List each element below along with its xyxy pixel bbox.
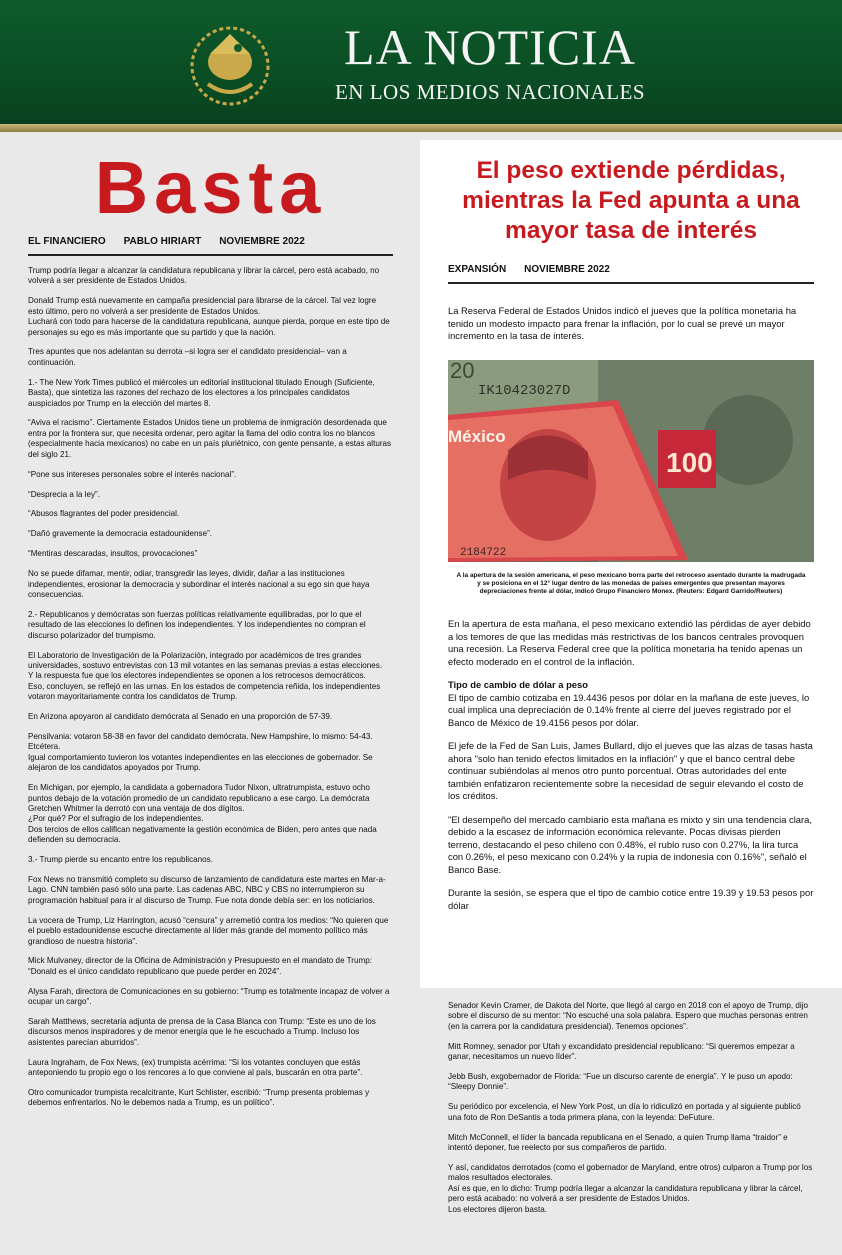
note-serial-bottom: 2184722 [460, 546, 507, 559]
right-paragraph-with-subhead [448, 679, 814, 729]
masthead [0, 0, 842, 132]
left-paragraph: Tres apuntes que nos adelantan su derrota –si logra ser el candidato presidencial– van a continuación. [28, 347, 347, 367]
right-paragraph: El jefe de la Fed de San Luis, James Bullard, dijo el jueves que las alzas de tasas hasta ahora "solo han tenido efectos limitados en la inflación" y que el banco central debe continuar subiéndolas al menos otro punto porcentual. Otras autoridades del ente también enfatizaron recientemente sobre la necesidad de seguir elevando el costo de los créditos. [448, 740, 813, 802]
left-article-continuation [448, 1001, 814, 1225]
right-headline: El peso extiende pérdidas, mientras la Fed apunta a una mayor tasa de interés [462, 157, 800, 244]
left-paragraph: Sarah Matthews, secretaria adjunta de prensa de la Casa Blanca con Trump: “Este es uno de los discursos menos inspiradores y de menor energía que le he escuchado a Trump. Incluso los asistentes parecían aburridos”. [28, 1017, 376, 1047]
banknote-illustration [448, 360, 814, 562]
right-lead: La Reserva Federal de Estados Unidos indicó el jueves que la política monetaria ha tenido un modesto impacto para frenar la inflación, por lo cual se prevé un mayor incremento en la tasa de interés. [448, 305, 797, 341]
left-paragraph: Trump podría llegar a alcanzar la candidatura republicana y librar la cárcel, pero está acabado, no volverá a ser presidente de Estados Unidos. [28, 266, 380, 286]
left-body [28, 266, 393, 1109]
right-paragraph: "El desempeño del mercado cambiario esta mañana es mixto y sin una tendencia clara, debido a la escasez de información económica relevante. Pocas divisas pierden terreno, destacando el peso chileno con 0.48%, el rublo ruso con 0.27%, la lira turca con 0.26%, el peso mexicano con 0.24% y la rupia de indonesia con 0.16%", señaló el Banco Base. [448, 813, 812, 875]
back-note-denomination: 20 [450, 359, 475, 383]
masthead-title: LA NOTICIA [344, 19, 636, 75]
note-serial: IK10423027D [478, 382, 571, 399]
left-paragraph: Fox News no transmitió completo su discurso de lanzamiento de candidatura este martes en Mar-a-Lago. CNN también pasó sólo una parte. Las cadenas ABC, NBC y CBS no interrumpieron su programación habitual para ir al discurso de Trump. Fue nota donde debía ser: en los noticiarios. [28, 874, 386, 905]
left-paragraph: “Desprecia a la ley”. [28, 489, 100, 499]
right-body [448, 618, 814, 912]
note-denomination: 100 [666, 446, 713, 478]
continuation-paragraph: Jebb Bush, exgobernador de Florida: “Fue un discurso carente de energía”. Y le puso un apodo: “Sleepy Donnie”. [448, 1072, 793, 1092]
left-source: EL FINANCIERO [28, 236, 106, 247]
left-author: PABLO HIRIART [123, 236, 202, 247]
left-byline [28, 236, 393, 247]
left-paragraph: Otro comunicador trumpista recalcitrante, Kurt Schlister, escribió: “Trump presenta problemas y debemos enfrentarlos. No le debemos nada a Trump, es un político”. [28, 1088, 370, 1108]
continuation-paragraph: Su periódico por excelencia, el New York Post, un día lo ridiculizó en portada y al siguiente publicó una foto de Ron DeSantis a toda primera plana, con la leyenda: DeFuture. [448, 1102, 801, 1122]
right-article [448, 156, 814, 923]
left-paragraph: “Dañó gravemente la democracia estadounidense”. [28, 529, 213, 539]
left-paragraph: 3.- Trump pierde su encanto entre los republicanos. [28, 855, 213, 865]
left-headline: Basta [94, 146, 327, 229]
continuation-paragraph: Y así, candidatos derrotados (como el gobernador de Maryland, entre otros) culparon a Trump por los malos resultados electorales. Así es que, en lo dicho: Trump podría llegar a alcanzar la candidatura republicana y librar la cárcel, pero está acabado: no volverá a ser presidente de Estados Unidos. Los electores dijeron basta. [448, 1162, 813, 1214]
right-paragraph: Durante la sesión, se espera que el tipo de cambio cotice entre 19.39 y 19.53 pesos por dólar [448, 887, 814, 911]
left-paragraph: No se puede difamar, mentir, odiar, transgredir las leyes, dividir, dañar a las instituciones independientes, erosionar la democracia y subordinar el interés nacional a su ego sin que haya consecuencias. [28, 569, 370, 599]
right-paragraph: En la apertura de esta mañana, el peso mexicano extendió las pérdidas de ayer debido a los temores de que las medidas más restrictivas de los bancos centrales provoquen una recesión. La Reserva Federal cree que la política monetaria ha tenido apenas un efecto moderado en el control de la inflación. [448, 618, 811, 667]
exchange-rate-subhead: Tipo de cambio de dólar a peso [448, 679, 588, 691]
continuation-paragraph: Senador Kevin Cramer, de Dakota del Norte, que llegó al cargo en 2018 con el apoyo de Trump, dijo sobre el discurso de su mentor: “No escuché una sola palabra. Espero que muchas personas entren (en la carrera por la candidatura presidencial). Tenemos opciones”. [448, 1001, 808, 1031]
left-paragraph: Mick Mulvaney, director de la Oficina de Administración y Presupuesto en el mandato de Trump: “Donald es el único candidato republicano que puede perder en 2024”. [28, 956, 372, 976]
right-byline [448, 264, 814, 275]
left-paragraph: Donald Trump está nuevamente en campaña presidencial para librarse de la cárcel. Tal vez logre esto último, pero no volverá a ser presidente de Estados Unidos. Luchará con todo para hacerse de la candidatura republicana, aunque pierda, porque en este tipo de personajes su ego es más importante que su partido y que la nación. [28, 296, 390, 337]
left-divider [28, 254, 393, 256]
masthead-gold-rule [0, 124, 842, 132]
peso-banknote-photo [448, 360, 814, 562]
right-source: EXPANSIÓN [448, 264, 507, 275]
continuation-paragraph: Mitch McConnell, el líder la bancada republicana en el Senado, a quien Trump llama “traidor” e intentó deponer, fue reelecto por sus compañeros de partido. [448, 1132, 788, 1153]
right-date: NOVIEMBRE 2022 [524, 264, 610, 275]
masthead-subtitle: EN LOS MEDIOS NACIONALES [334, 80, 646, 104]
continuation-paragraph: Mitt Romney, senador por Utah y excandidato presidencial republicano: “Si queremos empezar a ganar, necesitamos un nuevo líder”. [448, 1041, 795, 1062]
left-paragraph: En Michigan, por ejemplo, la candidata a gobernadora Tudor Nixon, ultratrumpista, estuvo ocho puntos debajo de la votación promedio de un candidato republicano a ese cargo. La demócrata Gretchen Whitmer la derrotó con una ventaja de dos dígitos. ¿Por qué? Por el sufragio de los independientes. Dos tercios de ellos califican negativamente la gestión económica de Biden, pero antes que nada defienden su democracia. [28, 783, 377, 845]
left-date: NOVIEMBRE 2022 [219, 236, 305, 247]
left-article [28, 140, 393, 1118]
photo-caption: A la apertura de la sesión americana, el peso mexicano borra parte del retroceso asentado durante la madrugada y se posiciona en el 12° lugar dentro de las monedas de países emergentes que presentan mayores depreciaciones frente al dólar, indicó Grupo Financiero Monex. (Reuters: Edgard Garrido/Reuters) [456, 571, 806, 596]
left-paragraph: “Abusos flagrantes del poder presidencial. [28, 509, 180, 519]
left-paragraph: La vocera de Trump, Liz Harrington, acusó “censura” y arremetió contra los medios: “No quieren que el pueblo estadounidense escuche directamente al líder más grande del momento político más grandioso de nuestra historia”. [28, 915, 389, 946]
left-paragraph: “Mentiras descaradas, insultos, provocaciones” [28, 549, 198, 559]
right-paragraph-text: El tipo de cambio cotizaba en 19.4436 pesos por dólar en la mañana de este jueves, lo cual implica una depreciación de 0.14% frente al cierre del jueves registrado por el Banco de México de 19.4156 pesos por dólar. [448, 691, 810, 728]
left-paragraph: En Arizona apoyaron al candidato demócrata al Senado en una proporción de 57-39. [28, 712, 333, 722]
left-paragraph: 2.- Republicanos y demócratas son fuerzas políticas relativamente equilibradas, por lo que el resultado de las elecciones lo definen los independientes. Y los independientes no compran el discurso polarizador del trumpismo. [28, 609, 366, 640]
note-country: México [448, 426, 506, 446]
left-paragraph: “Pone sus intereses personales sobre el interés nacional”. [28, 469, 237, 479]
left-paragraph: “Aviva el racismo”. Ciertamente Estados Unidos tiene un problema de inmigración desordenada que entra por la frontera sur, que necesita ordenar, pero agitar la llama del odio contra los no blancos (especialmente hacia mexicanos) no cabe en un país pluriétnico, con gente pensante, a estas alturas del siglo 21. [28, 418, 392, 459]
right-divider [448, 282, 814, 284]
left-paragraph: 1.- The New York Times publicó el miércoles un editorial institucional titulado Enough (Suficiente, Basta), que sintetiza las razones del rechazo de los electores a los principales candidatos auspiciados por Trump en la elección del martes 8. [28, 377, 375, 408]
left-paragraph: Alysa Farah, directora de Comunicaciones en su gobierno: “Trump es totalmente incapaz de volver a ocupar un cargo”. [28, 986, 390, 1007]
left-paragraph: Pensilvania: votaron 58-38 en favor del candidato demócrata. New Hampshire, lo mismo: 54-43. Etcétera. Igual comportamiento tuvieron los votantes independientes en las elecciones de gobernador. Se alejaron de los candidatos apoyados por Trump. [28, 732, 373, 773]
left-paragraph: El Laboratorio de Investigación de la Polarización, integrado por académicos de tres grandes universidades, sostuvo entrevistas con 13 mil votantes en las semanas previas a estas elecciones. Y la respuesta fue que los electores independientes se oponen a los retrocesos democráticos. Eso, concluyen, se reflejó en las urnas. En los estados de competencia reñida, los independientes votaron mayoritariamente contra los candidatos de Trump. [28, 650, 383, 702]
eagle-seal-icon [180, 14, 280, 114]
left-paragraph: Laura Ingraham, de Fox News, (ex) trumpista acérrima: “Si los votantes concluyen que estás anteponiendo tu propio ego o los rencores a lo que conviene al país, buscarán en otra parte”. [28, 1057, 363, 1078]
